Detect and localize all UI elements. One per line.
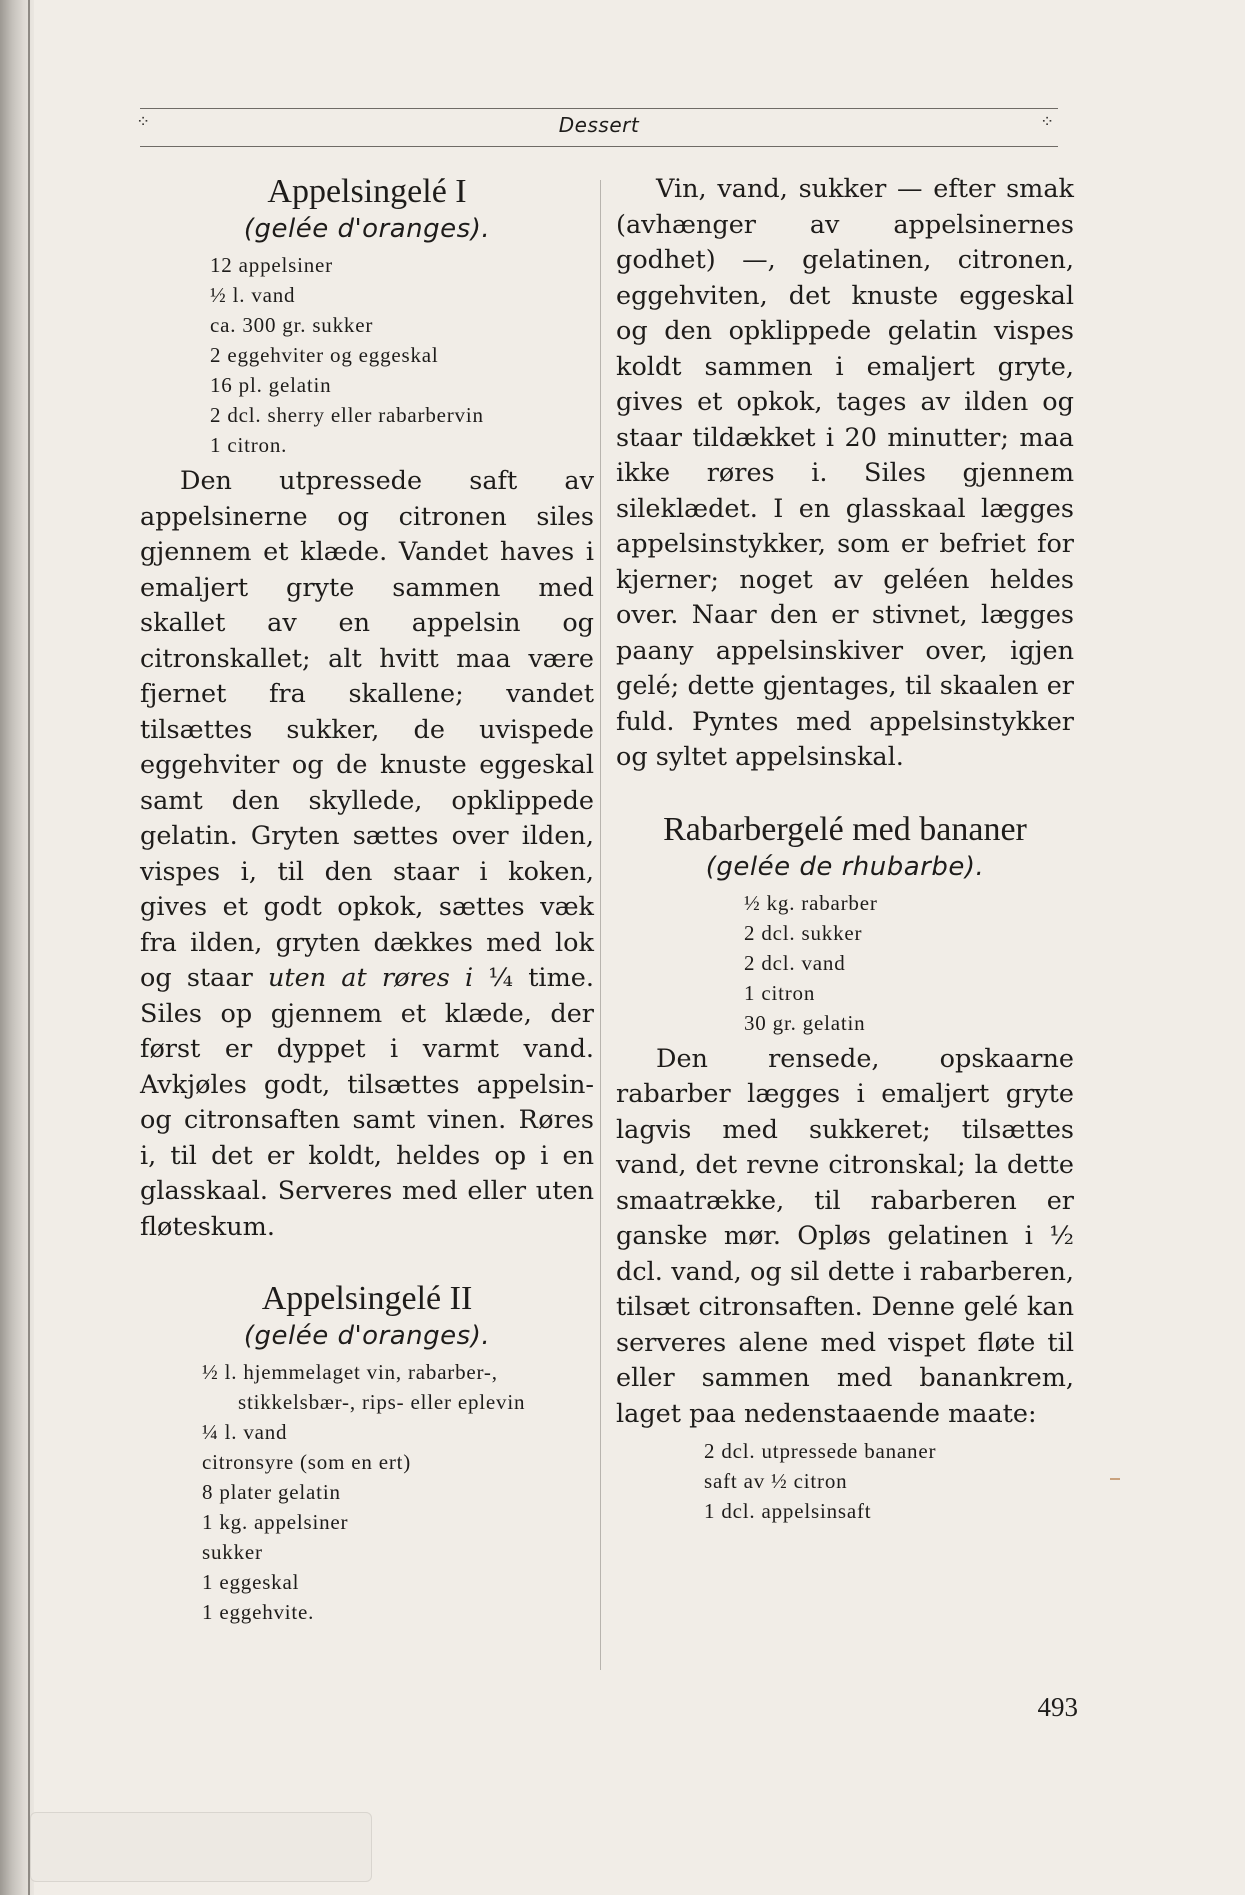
ingredient: 8 plater gelatin xyxy=(202,1480,341,1504)
recipe-subtitle: (gelée d'oranges). xyxy=(243,1321,491,1351)
method-emphasis: uten at røres i xyxy=(267,963,474,993)
recipe-title: Appelsingelé II xyxy=(261,1280,473,1317)
recipe-title: Appelsingelé I xyxy=(267,173,467,210)
binding-edge xyxy=(28,0,30,1895)
ingredient: 12 appelsiner xyxy=(210,253,333,277)
ingredient: ½ l. vand xyxy=(210,283,296,307)
ingredient: 30 gr. gelatin xyxy=(744,1010,866,1035)
recipe-subtitle: (gelée d'oranges). xyxy=(243,214,491,244)
ingredient-list xyxy=(616,888,1074,1038)
ingredient: ½ kg. rabarber xyxy=(744,890,878,915)
header-rule-bottom xyxy=(140,146,1058,147)
recipe-method: Vin, vand, sukker — efter smak (avhænger av appelsinernes godhet) —, gelatinen, citronen, eggehviten, det knuste eggeskal og den opklippede gelatin vispes koldt sammen i emaljert gryte, gives et opkok, tages av ilden og staar tildækket i 20 minutter; maa ikke røres i. Siles gjennem sileklædet. I en glasskaal lægges appelsinstykker, som er befriet for kjerner; noget av geléen heldes over. Naar den er stivnet, lægges paany appelsinskiver over, igjen gelé; dette gjentages, til skaalen er fuld. Pyntes med appelsinstykker og syltet appelsinskal. xyxy=(616,174,1074,772)
running-head: Dessert xyxy=(558,113,640,137)
ingredient: 1 eggehvite. xyxy=(202,1600,315,1624)
stray-mark xyxy=(1110,1478,1120,1480)
ingredient: ca. 300 gr. sukker xyxy=(210,313,374,337)
ingredient: citronsyre (som en ert) xyxy=(202,1450,412,1474)
ingredient: 16 pl. gelatin xyxy=(210,373,332,397)
ingredient: 2 dcl. sherry eller rabarbervin xyxy=(210,403,484,427)
header-rule-top xyxy=(140,108,1058,109)
method-text: Den utpressede saft av appelsinerne og citronen siles gjennem et klæde. Vandet haves i emaljert gryte sammen med skallet av en appelsin og citronskallet; alt hvitt maa være fjernet fra skallene; vandet tilsættes sukker, de uvispede eggehviter og de knuste eggeskal samt den skyllede, opklippede gelatin. Gryten sættes over ilden, vispes i, til den staar i koken, gives et godt opkok, sættes væk fra ilden, gryten dækkes med lok og staar xyxy=(140,466,594,993)
left-column xyxy=(140,172,594,1627)
ingredient: saft av ½ citron xyxy=(704,1469,848,1493)
ornament-left-icon: ⁘ xyxy=(136,112,151,132)
recipe-subtitle: (gelée de rhubarbe). xyxy=(705,851,985,882)
ingredient: 1 kg. appelsiner xyxy=(202,1510,349,1534)
ingredient: 1 citron xyxy=(744,980,816,1005)
recipe-method: Den rensede, opskaarne rabarber lægges i emaljert gryte lagvis med sukkeret; tilsættes vand, det revne citronskal; la dette smaatrække, til rabarberen er ganske mør. Opløs gelatinen i ½ dcl. vand, og sil dette i rabarberen, tilsæt citronsaften. Denne gelé kan serveres alene med vispet fløte til eller sammen med banankrem, laget paa nedenstaaende maate: xyxy=(616,1043,1074,1429)
ingredient: 1 eggeskal xyxy=(202,1570,300,1594)
recipe-title: Rabarbergelé med bananer xyxy=(663,810,1027,848)
method-text-end: ¼ time. Siles op gjennem et klæde, der først er dyppet i varmt vand. Avkjøles godt, tilsættes appelsin- og citronsaften samt vinen. Røres i, til det er koldt, heldes op i en glasskaal. Serveres med eller uten fløteskum. xyxy=(140,963,594,1242)
ingredient: 1 citron. xyxy=(210,433,288,457)
ingredient: 2 eggehviter og eggeskal xyxy=(210,343,439,367)
ingredient: ½ l. hjemmelaget vin, rabarber-, xyxy=(202,1360,498,1384)
ingredient-list xyxy=(140,250,594,460)
column-divider xyxy=(600,180,601,1670)
page-number: 493 xyxy=(1037,1692,1078,1722)
paper-tab xyxy=(30,1812,372,1882)
ingredient: stikkelsbær-, rips- eller eplevin xyxy=(238,1390,526,1414)
ingredient: 2 dcl. vand xyxy=(744,950,846,975)
ingredient: 1 dcl. appelsinsaft xyxy=(704,1499,872,1523)
ingredient: 2 dcl. utpressede bananer xyxy=(704,1439,937,1463)
right-column xyxy=(616,172,1074,1526)
ingredient-list xyxy=(616,1436,1074,1526)
ornament-right-icon: ⁘ xyxy=(1040,112,1055,132)
ingredient: 2 dcl. sukker xyxy=(744,920,863,945)
recipe-method xyxy=(140,464,594,1245)
ingredient-list xyxy=(140,1357,594,1627)
ingredient: ¼ l. vand xyxy=(202,1420,288,1444)
ingredient: sukker xyxy=(202,1540,263,1564)
